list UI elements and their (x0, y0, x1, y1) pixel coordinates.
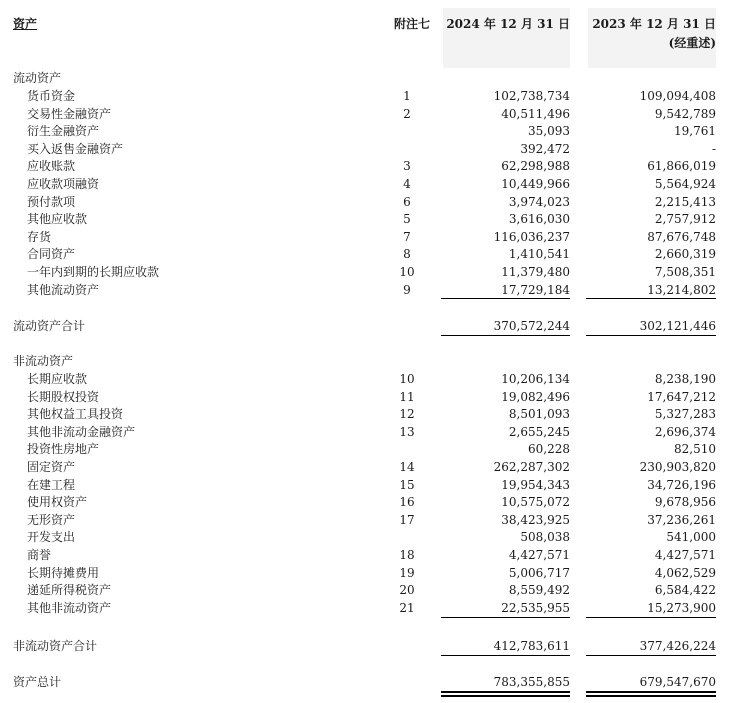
noncurrent-total-rule-2024 (441, 655, 570, 656)
line-item-label: 交易性金融资产 (27, 106, 112, 121)
line-item-value-2023: 13,214,802 (647, 282, 716, 297)
current-subtotal-rule-2024 (441, 298, 570, 299)
line-item-label: 长期股权投资 (27, 389, 100, 404)
line-item-note: 12 (399, 407, 415, 422)
line-item-label: 使用权资产 (27, 495, 88, 510)
line-item-value-2023: 87,676,748 (647, 229, 716, 244)
line-item-value-2024: 4,427,571 (508, 548, 570, 562)
line-item-note: 15 (399, 477, 415, 492)
current-assets-title: 流动资产 (13, 71, 62, 85)
noncurrent-subtotal-rule-2023 (586, 617, 716, 618)
line-item-value-2024: 3,616,030 (508, 212, 570, 227)
line-item-value-2023: 82,510 (674, 442, 716, 457)
line-item-note: 20 (399, 583, 415, 598)
line-item-label: 长期待摊费用 (27, 565, 100, 580)
line-item-note: 7 (403, 229, 411, 244)
total-assets-2023: 679,547,670 (639, 675, 716, 689)
line-item-value-2023: 4,427,571 (654, 548, 716, 562)
line-item-note: 3 (403, 159, 411, 174)
line-item-note: 5 (403, 212, 411, 227)
total-assets-label: 资产总计 (13, 675, 62, 689)
line-item-value-2024: 2,655,245 (508, 424, 570, 439)
line-item-value-2023: 19,761 (674, 124, 716, 139)
line-item-value-2024: 60,228 (528, 442, 570, 457)
line-item-value-2024: 10,449,966 (501, 177, 570, 191)
line-item-value-2024: 392,472 (520, 141, 570, 156)
current-total-rule-2023 (586, 335, 716, 336)
line-item-value-2024: 22,535,955 (501, 600, 570, 615)
total-double-rule-bottom-2024 (441, 695, 570, 697)
line-item-value-2024: 1,410,541 (508, 247, 570, 262)
line-item-value-2023: 541,000 (666, 530, 716, 545)
line-item-value-2023: 15,273,900 (647, 600, 716, 615)
note-column-header: 附注七 (394, 17, 431, 31)
line-item-label: 其他应收款 (27, 212, 88, 227)
line-item-value-2023: 5,564,924 (654, 177, 716, 191)
total-assets-2024: 783,355,855 (493, 675, 570, 689)
line-item-value-2023: 6,584,422 (654, 583, 716, 598)
noncurrent-subtotal-rule-2024 (441, 617, 570, 618)
current-assets-total-2023: 302,121,446 (639, 319, 716, 333)
noncurrent-assets-total-2024: 412,783,611 (493, 639, 570, 653)
assets-heading: 资产 (13, 17, 38, 31)
line-item-note: 10 (399, 372, 415, 386)
line-item-value-2024: 40,511,496 (501, 106, 570, 121)
line-item-value-2024: 19,954,343 (501, 477, 570, 492)
current-total-rule-2024 (441, 335, 570, 336)
line-item-label: 应收账款 (27, 159, 76, 174)
line-item-value-2023: 230,903,820 (639, 460, 716, 474)
line-item-label: 其他流动资产 (27, 282, 100, 297)
noncurrent-assets-total-2023: 377,426,224 (639, 639, 716, 653)
line-item-value-2023: 4,062,529 (654, 565, 716, 580)
line-item-label: 衍生金融资产 (27, 124, 100, 139)
current-assets-total-label: 流动资产合计 (13, 319, 86, 333)
line-item-label: 存货 (27, 229, 52, 244)
line-item-value-2023: 34,726,196 (647, 477, 716, 492)
line-item-value-2024: 35,093 (528, 124, 570, 139)
line-item-value-2023: 61,866,019 (647, 159, 716, 174)
current-subtotal-rule-2023 (586, 298, 716, 299)
column-header-2024: 2024 年 12 月 31 日 (446, 17, 570, 31)
line-item-value-2023: 8,238,190 (654, 372, 716, 386)
noncurrent-total-rule-2023 (586, 655, 716, 656)
line-item-note: 8 (403, 247, 411, 262)
line-item-label: 开发支出 (27, 530, 76, 545)
column-header-2023: 2023 年 12 月 31 日 (592, 17, 716, 31)
line-item-note: 14 (399, 460, 415, 474)
line-item-value-2024: 10,575,072 (501, 495, 570, 510)
line-item-value-2024: 10,206,134 (501, 372, 570, 386)
line-item-note: 9 (403, 282, 411, 297)
line-item-label: 预付款项 (27, 194, 76, 209)
total-double-rule-top-2024 (441, 691, 570, 693)
line-item-value-2024: 262,287,302 (493, 460, 570, 474)
line-item-value-2023: 2,696,374 (654, 424, 716, 439)
line-item-label: 买入返售金融资产 (27, 141, 124, 156)
total-double-rule-top-2023 (586, 691, 716, 693)
line-item-note: 10 (399, 265, 415, 279)
line-item-value-2024: 8,559,492 (508, 583, 570, 598)
line-item-note: 11 (399, 389, 415, 404)
line-item-note: 13 (399, 424, 415, 439)
line-item-label: 合同资产 (27, 247, 76, 262)
line-item-note: 4 (403, 177, 411, 191)
line-item-note: 21 (399, 600, 415, 615)
line-item-note: 16 (399, 495, 415, 510)
line-item-label: 长期应收款 (27, 372, 88, 386)
line-item-value-2023: 2,215,413 (654, 194, 716, 209)
line-item-label: 一年内到期的长期应收款 (27, 265, 160, 279)
line-item-label: 其他权益工具投资 (27, 407, 124, 422)
line-item-value-2023: 9,678,956 (654, 495, 716, 510)
current-assets-total-2024: 370,572,244 (493, 319, 570, 333)
line-item-value-2024: 19,082,496 (501, 389, 570, 404)
line-item-note: 17 (399, 512, 415, 527)
line-item-note: 2 (403, 106, 411, 121)
line-item-value-2024: 11,379,480 (501, 265, 570, 279)
line-item-label: 固定资产 (27, 460, 76, 474)
line-item-label: 递延所得税资产 (27, 583, 112, 598)
line-item-note: 1 (403, 89, 411, 103)
line-item-label: 在建工程 (27, 477, 76, 492)
line-item-value-2023: 7,508,351 (654, 265, 716, 279)
line-item-label: 商誉 (27, 548, 52, 562)
line-item-value-2023: 9,542,789 (654, 106, 716, 121)
line-item-note: 18 (399, 548, 415, 562)
line-item-label: 投资性房地产 (27, 442, 100, 457)
line-item-label: 无形资产 (27, 512, 76, 527)
line-item-value-2023: - (711, 141, 716, 156)
column-header-2023-restated: (经重述) (668, 36, 716, 50)
line-item-label: 其他非流动资产 (27, 600, 112, 615)
line-item-value-2023: 109,094,408 (639, 89, 716, 103)
line-item-label: 应收款项融资 (27, 177, 100, 191)
line-item-note: 6 (403, 194, 411, 209)
line-item-note: 19 (399, 565, 415, 580)
line-item-value-2023: 37,236,261 (647, 512, 716, 527)
line-item-value-2024: 38,423,925 (501, 512, 570, 527)
line-item-value-2024: 5,006,717 (508, 565, 570, 580)
line-item-value-2023: 5,327,283 (654, 407, 716, 422)
total-double-rule-bottom-2023 (586, 695, 716, 697)
line-item-value-2024: 17,729,184 (501, 282, 570, 297)
line-item-label: 其他非流动金融资产 (27, 424, 136, 439)
line-item-label: 货币资金 (27, 89, 76, 103)
line-item-value-2024: 62,298,988 (501, 159, 570, 174)
line-item-value-2024: 3,974,023 (508, 194, 570, 209)
line-item-value-2024: 508,038 (520, 530, 570, 545)
line-item-value-2024: 102,738,734 (493, 89, 570, 103)
line-item-value-2024: 116,036,237 (493, 229, 570, 244)
noncurrent-assets-total-label: 非流动资产合计 (13, 639, 98, 653)
line-item-value-2023: 2,757,912 (654, 212, 716, 227)
noncurrent-assets-title: 非流动资产 (13, 354, 74, 368)
line-item-value-2023: 2,660,319 (654, 247, 716, 262)
line-item-value-2024: 8,501,093 (508, 407, 570, 422)
line-item-value-2023: 17,647,212 (647, 389, 716, 404)
